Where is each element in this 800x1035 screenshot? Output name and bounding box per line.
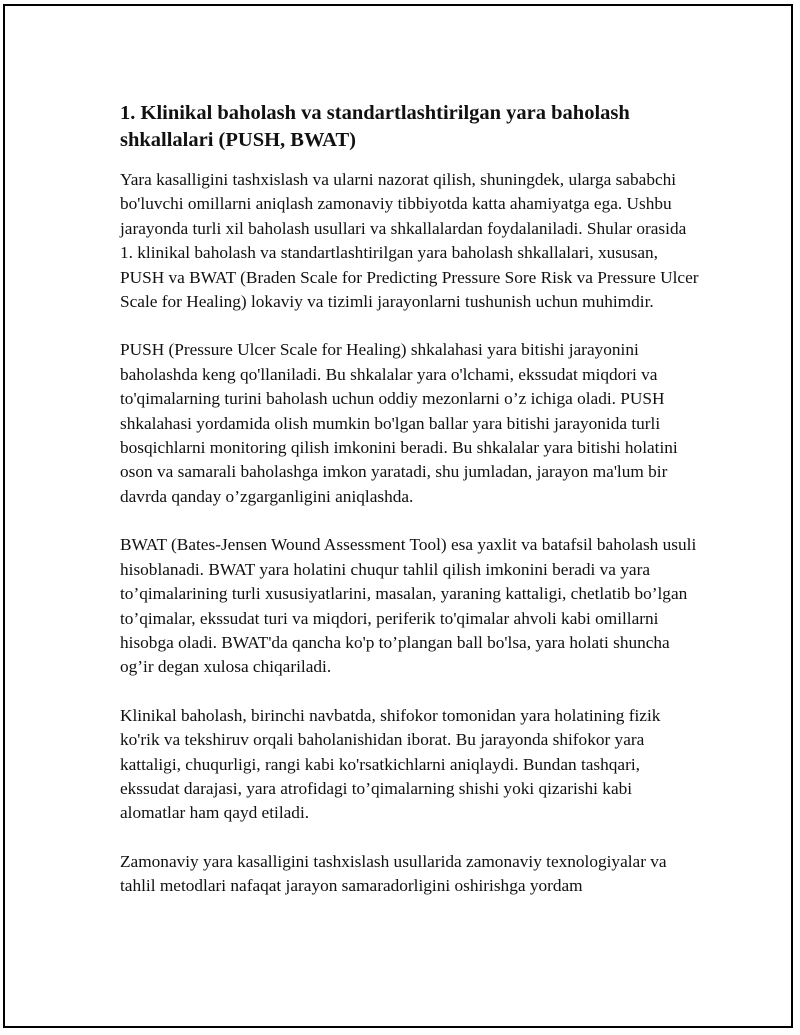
paragraph-modern: Zamonaviy yara kasalligini tashxislash usullarida zamonaviy texnologiyalar va tahlil metodlari nafaqat jarayon samaradorligini oshirishga yordam (120, 851, 667, 896)
document-content (120, 100, 700, 923)
paragraph-intro: Yara kasalligini tashxislash va ularni nazorat qilish, shuningdek, ularga sababchi bo'luvchi omillarni aniqlash zamonaviy tibbiyotda katta ahamiyatga ega. Ushbu jarayonda turli xil baholash usullari va shkallalardan foydalaniladi. Shular orasida 1. klinikal baholash va standartlashtirilgan yara baholash shkallalari, xususan, PUSH va BWAT (Braden Scale for Predicting Pressure Sore Risk va Pressure Ulcer Scale for Healing) lokaviy va tizimli jarayonlarni tushunish uchun muhimdir. (120, 170, 699, 312)
paragraph-clinical: Klinikal baholash, birinchi navbatda, shifokor tomonidan yara holatining fizik ko'rik va tekshiruv orqali baholanishidan iborat. Bu jarayonda shifokor yara kattaligi, chuqurligi, rangi kabi ko'rsatkichlarni aniqlaydi. Bundan tashqari, ekssudat darajasi, yara atrofidagi to’qimalarning shishi yoki qizarishi kabi alomatlar ham qayd etiladi. (120, 705, 661, 823)
paragraph-push: PUSH (Pressure Ulcer Scale for Healing) shkalahasi yara bitishi jarayonini baholashda keng qo'llaniladi. Bu shkalalar yara o'lchami, ekssudat miqdori va to'qimalarning turini baholash uchun oddiy mezonlarni o’z ichiga oladi. PUSH shkalahasi yordamida olish mumkin bo'lgan ballar yara bitishi jarayonida turli bosqichlarni monitoring qilish imkonini beradi. Bu shkalalar yara bitishi holatini oson va samarali baholashga imkon yaratadi, shu jumladan, jarayon ma'lum bir davrda qanday o’zgarganligini aniqlashda. (120, 340, 678, 506)
document-page (3, 4, 793, 1028)
section-heading: 1. Klinikal baholash va standartlashtirilgan yara baholash shkallalari (PUSH, BWAT) (120, 102, 630, 151)
paragraph-bwat: BWAT (Bates-Jensen Wound Assessment Tool) esa yaxlit va batafsil baholash usuli hisoblanadi. BWAT yara holatini chuqur tahlil qilish imkonini beradi va yara to’qimalarining turli xususiyatlarini, masalan, yaraning kattaligi, chetlatib bo’lgan to’qimalar, ekssudat turi va miqdori, periferik to'qimalar ahvoli kabi omillarni hisobga oladi. BWAT'da qancha ko'p to’plangan ball bo'lsa, yara holati shuncha og’ir degan xulosa chiqariladi. (120, 535, 697, 677)
